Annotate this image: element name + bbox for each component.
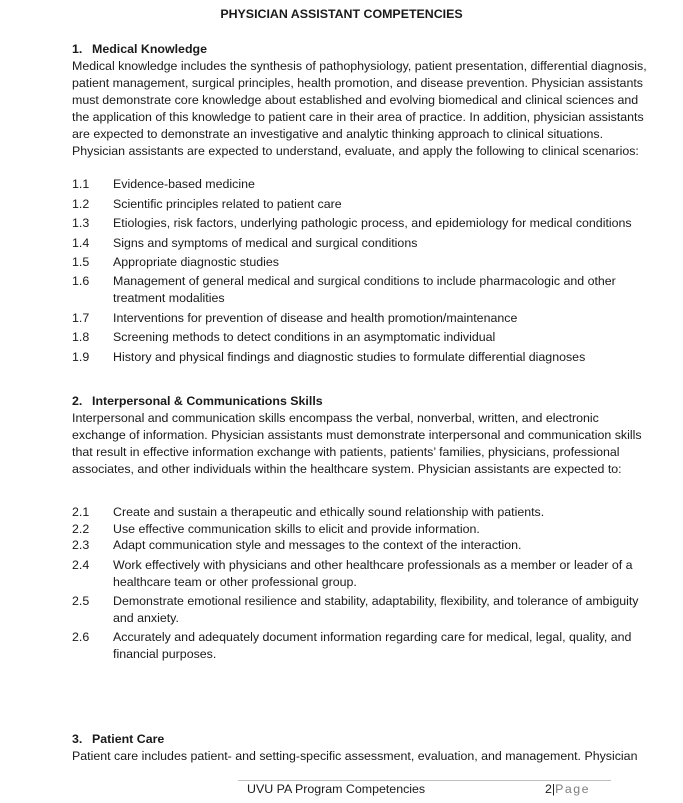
- section-title: Medical Knowledge: [92, 42, 207, 56]
- list-item: [72, 254, 652, 271]
- section-intro: Interpersonal and communication skills encompass the verbal, nonverbal, written, and electronic exchange of information. Physician assistants must demonstrate interpersonal and communication skills that result in effective information exchange with patients, patients’ families, physicians, professional associates, and other individuals within the healthcare system. Physician assistants are expected to:: [72, 411, 642, 476]
- item-text: History and physical findings and diagnostic studies to formulate differential diagnoses: [113, 349, 586, 364]
- footer-page-number: [545, 781, 590, 798]
- section-interpersonal-communications: [72, 393, 652, 663]
- item-number: 1.4: [72, 235, 90, 250]
- item-number: 1.8: [72, 330, 90, 345]
- item-text: Accurately and adequately document information regarding care for medical, legal, quality, and financial purposes.: [113, 630, 632, 662]
- item-number: 1.1: [72, 177, 90, 192]
- section-number: 1.: [72, 42, 83, 56]
- item-text: Work effectively with physicians and other healthcare professionals as a member or leader of a healthcare team or other professional group.: [113, 557, 633, 589]
- list-item: [72, 196, 652, 213]
- document-title: PHYSICIAN ASSISTANT COMPETENCIES: [220, 7, 463, 21]
- item-number: 1.2: [72, 196, 90, 211]
- item-number: 1.3: [72, 216, 90, 231]
- item-number: 2.3: [72, 538, 90, 553]
- section-heading: [72, 731, 652, 748]
- item-text: Demonstrate emotional resilience and stability, adaptability, flexibility, and tolerance of ambiguity and anxiety.: [113, 594, 639, 626]
- item-text: Etiologies, risk factors, underlying pathologic process, and epidemiology for medical conditions: [113, 216, 632, 231]
- competency-list: [72, 176, 652, 365]
- item-text: Adapt communication style and messages to the context of the interaction.: [113, 538, 522, 553]
- item-text: Appropriate diagnostic studies: [113, 255, 279, 270]
- item-number: 1.5: [72, 255, 90, 270]
- item-number: 1.7: [72, 310, 90, 325]
- item-text: Use effective communication skills to elicit and provide information.: [113, 521, 480, 536]
- item-text: Create and sustain a therapeutic and ethically sound relationship with patients.: [113, 504, 545, 519]
- section-title: Patient Care: [92, 732, 165, 746]
- page-number: 2: [545, 782, 552, 796]
- item-text: Scientific principles related to patient care: [113, 196, 342, 211]
- list-item: [72, 537, 652, 554]
- item-number: 2.1: [72, 504, 90, 519]
- list-item: [72, 215, 652, 232]
- list-item: [72, 310, 652, 327]
- item-number: 1.6: [72, 274, 90, 289]
- section-intro: Patient care includes patient- and setting-specific assessment, evaluation, and management. Physician: [72, 749, 638, 763]
- list-item: [72, 329, 652, 346]
- list-item: [72, 176, 652, 193]
- section-patient-care: [72, 731, 652, 765]
- list-item: [72, 521, 652, 538]
- section-number: 2.: [72, 394, 83, 408]
- item-text: Signs and symptoms of medical and surgical conditions: [113, 235, 418, 250]
- list-item: [72, 557, 652, 591]
- section-heading: [72, 41, 652, 58]
- page-separator: |: [551, 782, 556, 796]
- item-number: 2.2: [72, 521, 90, 536]
- item-text: Evidence-based medicine: [113, 177, 255, 192]
- item-number: 2.5: [72, 594, 90, 609]
- list-item: [72, 504, 652, 521]
- item-text: Screening methods to detect conditions in an asymptomatic individual: [113, 330, 496, 345]
- item-text: Management of general medical and surgical conditions to include pharmacologic and other treatment modalities: [113, 274, 616, 306]
- item-text: Interventions for prevention of disease and health promotion/maintenance: [113, 310, 518, 325]
- section-title: Interpersonal & Communications Skills: [92, 394, 323, 408]
- list-item: [72, 273, 652, 307]
- list-item: [72, 235, 652, 252]
- section-medical-knowledge: [72, 41, 652, 366]
- section-number: 3.: [72, 732, 83, 746]
- competency-list: [72, 504, 652, 664]
- item-number: 1.9: [72, 349, 90, 364]
- section-intro: Medical knowledge includes the synthesis of pathophysiology, patient presentation, differential diagnosis, patient management, surgical principles, health promotion, and disease prevention. Physician assistants must demonstrate core knowledge about established and evolving biomedical and clinical sciences and the application of this knowledge to patient care in their area of practice. In addition, physician assistants are expected to demonstrate an investigative and analytic thinking approach to clinical situations. Physician assistants are expected to understand, evaluate, and apply the following to clinical scenarios:: [72, 59, 647, 158]
- list-item: [72, 349, 652, 366]
- list-item: [72, 593, 652, 627]
- footer-program-name: UVU PA Program Competencies: [247, 782, 426, 796]
- list-item: [72, 629, 652, 663]
- section-heading: [72, 393, 652, 410]
- item-number: 2.4: [72, 557, 90, 572]
- page-label: Page: [555, 782, 591, 796]
- item-number: 2.6: [72, 630, 90, 645]
